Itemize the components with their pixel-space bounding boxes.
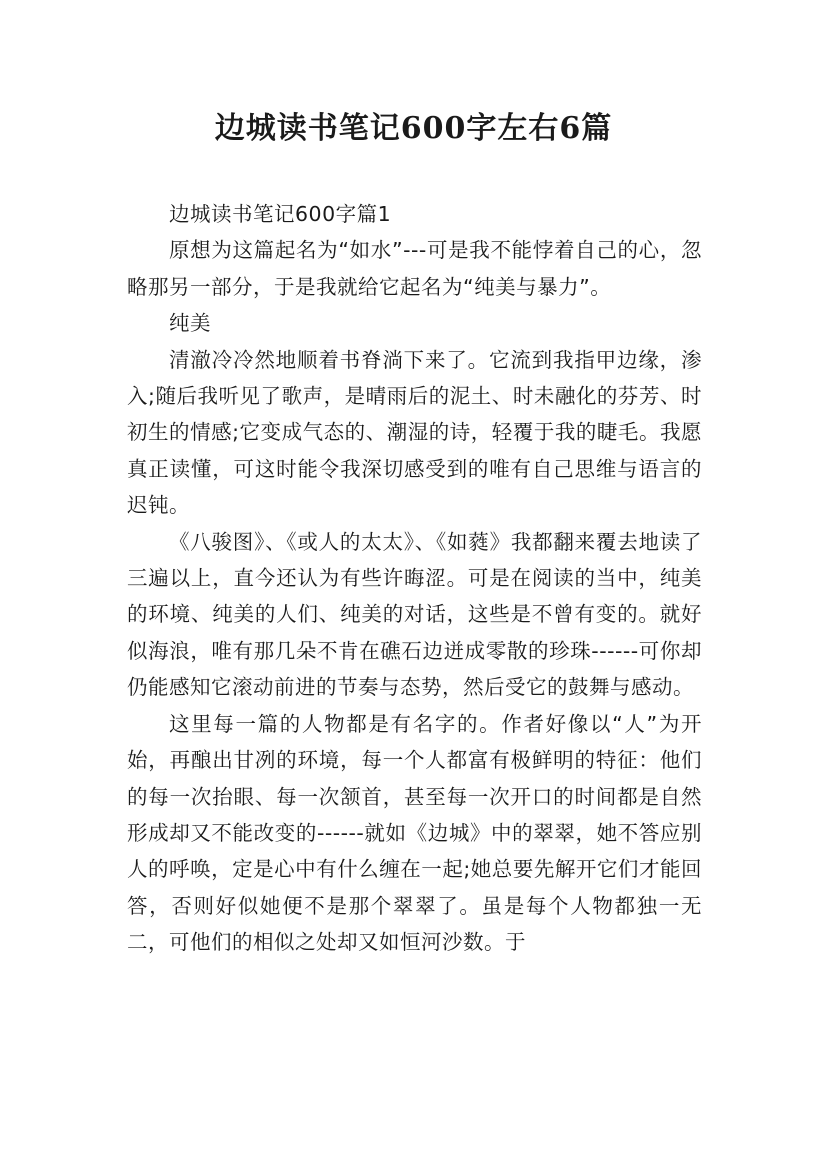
paragraph: 《八骏图》、《或人的太太》、《如蕤》我都翻来覆去地读了三遍以上，直今还认为有些许晦涩。可是在阅读的当中，纯美的环境、纯美的人们、纯美的对话，这些是不曾有变的。就好似海浪，唯有那几朵不肯在礁石边迸成零散的珍珠------可你却仍能感知它滚动前进的节奏与态势，然后受它的鼓舞与感动。 xyxy=(127,529,702,700)
paragraph: 这里每一篇的人物都是有名字的。作者好像以“人”为开始，再酿出甘冽的环境，每一个人都富有极鲜明的特征：他们的每一次抬眼、每一次颔首，甚至每一次开口的时间都是自然形成却又不能改变的------就如《边城》中的翠翠，她不答应别人的呼唤，定是心中有什么缠在一起;她总要先解开它们才能回答，否则好似她便不是那个翠翠了。虽是每个人物都独一无二，可他们的相似之处却又如恒河沙数。于 xyxy=(127,711,702,955)
document-body xyxy=(127,196,702,961)
paragraph-intro: 原想为这篇起名为“如水”---可是我不能悖着自己的心，忽略那另一部分，于是我就给它起名为“纯美与暴力”。 xyxy=(127,238,702,299)
paragraph: 清澈冷冷然地顺着书脊淌下来了。它流到我指甲边缘，渗入;随后我听见了歌声，是晴雨后的泥土、时未融化的芬芳、时初生的情感;它变成气态的、潮湿的诗，轻覆于我的睫毛。我愿真正读懂，可这时能令我深切感受到的唯有自己思维与语言的迟钝。 xyxy=(127,347,702,518)
subheading-purity: 纯美 xyxy=(169,311,211,336)
section-heading: 边城读书笔记600字篇1 xyxy=(169,202,392,226)
document-title: 边城读书笔记600字左右6篇 xyxy=(214,111,613,146)
